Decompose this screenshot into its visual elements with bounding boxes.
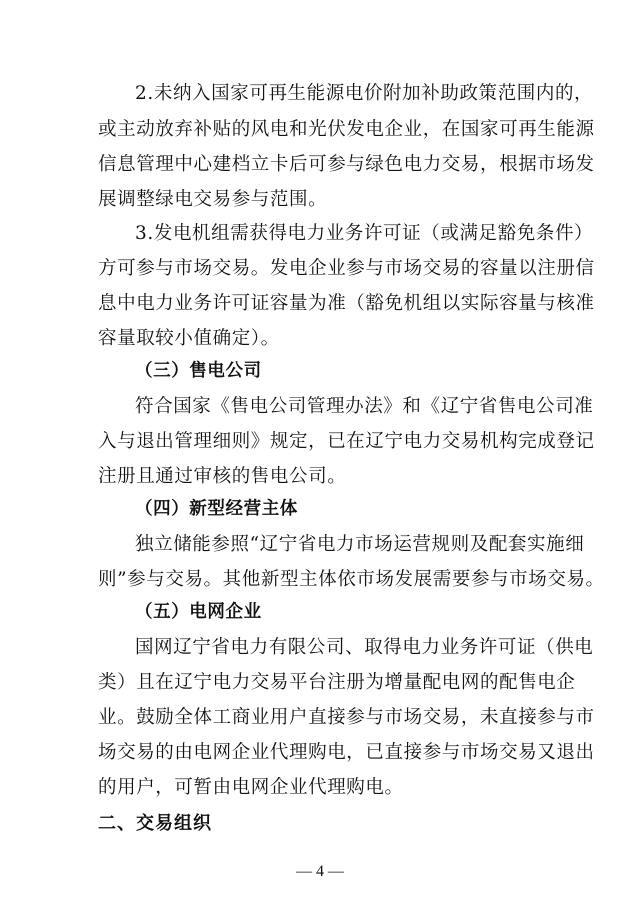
- section-4-line-2: 则”参与交易。其他新型主体依市场发展需要参与市场交易。: [98, 569, 605, 590]
- paragraph-3-line-3: 息中电力业务许可证容量为准（豁免机组以实际容量与核准: [98, 293, 595, 314]
- paragraph-2-line-1: 2.未纳入国家可再生能源电价附加补助政策范围内的，: [135, 83, 594, 104]
- section-3-line-3: 注册且通过审核的售电公司。: [98, 466, 347, 487]
- section-5-line-3: 业。鼓励全体工商业用户直接参与市场交易，未直接参与市: [98, 707, 595, 728]
- paragraph-3-line-4: 容量取较小值确定）。: [98, 328, 280, 349]
- section-5-line-2: 类）且在辽宁电力交易平台注册为增量配电网的配售电企: [98, 672, 576, 693]
- section-4-line-1: 独立储能参照“辽宁省电力市场运营规则及配套实施细: [135, 534, 585, 555]
- section-4-heading: （四）新型经营主体: [135, 499, 298, 519]
- section-3-line-2: 入与退出管理细则》规定，已在辽宁电力交易机构完成登记: [98, 431, 595, 452]
- page-number: — 4 —: [296, 863, 344, 880]
- paragraph-2-line-2: 或主动放弃补贴的风电和光伏发电企业，在国家可再生能源: [98, 119, 595, 140]
- paragraph-3-line-2: 方可参与市场交易。发电企业参与市场交易的容量以注册信: [98, 258, 595, 279]
- section-3-heading: （三）售电公司: [135, 361, 262, 381]
- section-3-line-1: 符合国家《售电公司管理办法》和《辽宁省售电公司准: [135, 396, 594, 417]
- section-5-line-1: 国网辽宁省电力有限公司、取得电力业务许可证（供电: [135, 637, 594, 658]
- paragraph-3-line-1: 3.发电机组需获得电力业务许可证（或满足豁免条件）: [135, 223, 594, 244]
- paragraph-2-line-4: 展调整绿电交易参与范围。: [98, 189, 328, 210]
- section-5-line-4: 场交易的由电网企业代理购电，已直接参与市场交易又退出: [98, 742, 595, 763]
- section-5-line-5: 的用户，可暂由电网企业代理购电。: [98, 777, 404, 798]
- chapter-2-heading: 二、交易组织: [98, 813, 212, 834]
- paragraph-2-line-3: 信息管理中心建档立卡后可参与绿色电力交易，根据市场发: [98, 154, 595, 175]
- section-5-heading: （五）电网企业: [135, 602, 262, 622]
